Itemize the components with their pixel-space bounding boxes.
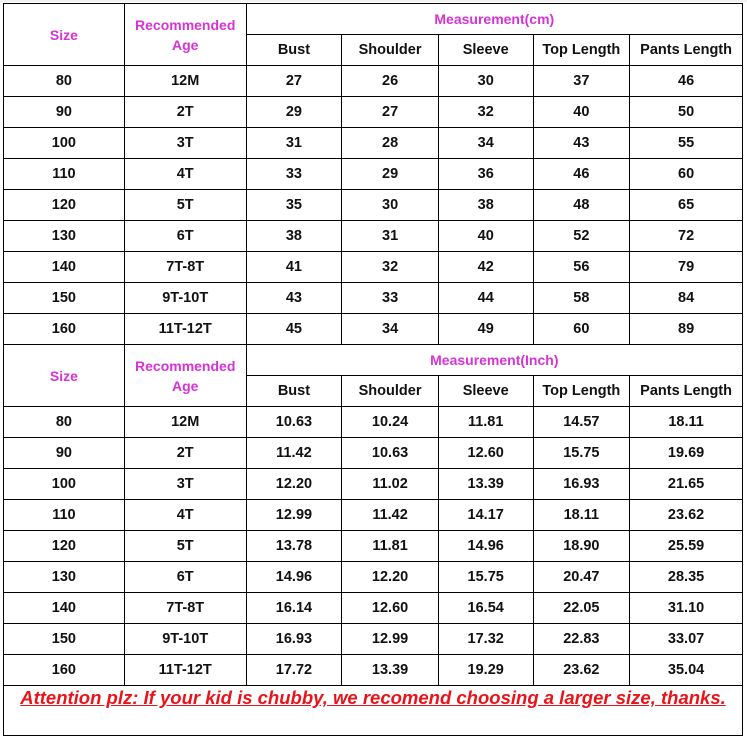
size-chart-table [3, 3, 743, 686]
measurement-cell: 12.20 [246, 469, 342, 500]
header-row [4, 4, 743, 35]
measurement-cell: 17.72 [246, 655, 342, 686]
measurement-cell: 43 [246, 283, 342, 314]
size-chart [3, 3, 743, 686]
table-row [4, 593, 743, 624]
measurement-cell: 60 [630, 159, 743, 190]
measurement-cell: 29 [246, 97, 342, 128]
age-cell: 3T [124, 469, 246, 500]
size-cell: 140 [4, 252, 125, 283]
age-cell: 7T-8T [124, 593, 246, 624]
table-row [4, 66, 743, 97]
measurement-cell: 10.24 [342, 407, 439, 438]
size-cell: 110 [4, 500, 125, 531]
measurement-cell: 17.32 [438, 624, 533, 655]
table-row [4, 500, 743, 531]
size-cell: 80 [4, 66, 125, 97]
measurement-cell: 11.02 [342, 469, 439, 500]
size-cell: 100 [4, 128, 125, 159]
measurement-cell: 16.14 [246, 593, 342, 624]
size-cell: 120 [4, 190, 125, 221]
measurement-cell: 14.96 [246, 562, 342, 593]
column-header: Pants Length [630, 35, 743, 66]
measurement-cell: 16.93 [246, 624, 342, 655]
header-row [4, 345, 743, 376]
measurement-cell: 11.42 [342, 500, 439, 531]
size-cell: 130 [4, 221, 125, 252]
size-cell: 160 [4, 314, 125, 345]
measurement-cell: 35 [246, 190, 342, 221]
age-cell: 6T [124, 221, 246, 252]
measurement-cell: 22.05 [533, 593, 630, 624]
measurement-cell: 16.54 [438, 593, 533, 624]
measurement-cell: 44 [438, 283, 533, 314]
measurement-cell: 11.42 [246, 438, 342, 469]
recommended-age-header: Recommended Age [124, 345, 246, 407]
measurement-cell: 52 [533, 221, 630, 252]
size-header: Size [4, 4, 125, 66]
measurement-cell: 31 [342, 221, 439, 252]
column-header: Sleeve [438, 35, 533, 66]
measurement-cell: 32 [438, 97, 533, 128]
measurement-cell: 27 [246, 66, 342, 97]
table-row [4, 624, 743, 655]
measurement-cell: 33 [246, 159, 342, 190]
table-row [4, 190, 743, 221]
measurement-cell: 27 [342, 97, 439, 128]
age-cell: 11T-12T [124, 314, 246, 345]
measurement-cell: 14.96 [438, 531, 533, 562]
size-cell: 140 [4, 593, 125, 624]
age-cell: 12M [124, 407, 246, 438]
measurement-cell: 13.39 [438, 469, 533, 500]
measurement-cell: 46 [533, 159, 630, 190]
measurement-cell: 19.69 [630, 438, 743, 469]
measurement-cell: 65 [630, 190, 743, 221]
table-row [4, 469, 743, 500]
measurement-cell: 55 [630, 128, 743, 159]
size-cell: 130 [4, 562, 125, 593]
size-chart-body [4, 4, 743, 686]
measurement-cell: 50 [630, 97, 743, 128]
measurement-cell: 41 [246, 252, 342, 283]
age-cell: 3T [124, 128, 246, 159]
table-row [4, 655, 743, 686]
measurement-cell: 46 [630, 66, 743, 97]
column-header: Bust [246, 376, 342, 407]
measurement-cell: 14.17 [438, 500, 533, 531]
measurement-cell: 45 [246, 314, 342, 345]
measurement-cell: 89 [630, 314, 743, 345]
measurement-cell: 11.81 [438, 407, 533, 438]
measurement-cell: 31 [246, 128, 342, 159]
measurement-cell: 84 [630, 283, 743, 314]
age-cell: 5T [124, 531, 246, 562]
measurement-cell: 10.63 [246, 407, 342, 438]
measurement-cell: 15.75 [438, 562, 533, 593]
column-header: Sleeve [438, 376, 533, 407]
age-cell: 4T [124, 159, 246, 190]
age-cell: 12M [124, 66, 246, 97]
measurement-cell: 19.29 [438, 655, 533, 686]
column-header: Bust [246, 35, 342, 66]
measurement-cell: 18.11 [533, 500, 630, 531]
table-row [4, 97, 743, 128]
measurement-cell: 49 [438, 314, 533, 345]
measurement-cell: 22.83 [533, 624, 630, 655]
size-header: Size [4, 345, 125, 407]
age-cell: 2T [124, 438, 246, 469]
measurement-cell: 13.78 [246, 531, 342, 562]
age-cell: 11T-12T [124, 655, 246, 686]
measurement-cell: 11.81 [342, 531, 439, 562]
measurement-cell: 36 [438, 159, 533, 190]
measurement-cell: 72 [630, 221, 743, 252]
column-header: Shoulder [342, 35, 439, 66]
measurement-cell: 37 [533, 66, 630, 97]
measurement-cell: 18.11 [630, 407, 743, 438]
size-cell: 80 [4, 407, 125, 438]
measurement-group-header: Measurement(cm) [246, 4, 742, 35]
age-cell: 5T [124, 190, 246, 221]
table-row [4, 314, 743, 345]
measurement-cell: 21.65 [630, 469, 743, 500]
measurement-cell: 12.99 [342, 624, 439, 655]
column-header: Pants Length [630, 376, 743, 407]
age-cell: 9T-10T [124, 283, 246, 314]
size-cell: 90 [4, 97, 125, 128]
size-cell: 150 [4, 283, 125, 314]
column-header: Top Length [533, 35, 630, 66]
measurement-cell: 32 [342, 252, 439, 283]
column-header: Top Length [533, 376, 630, 407]
measurement-cell: 48 [533, 190, 630, 221]
measurement-cell: 40 [533, 97, 630, 128]
measurement-cell: 16.93 [533, 469, 630, 500]
measurement-cell: 13.39 [342, 655, 439, 686]
measurement-cell: 12.99 [246, 500, 342, 531]
size-cell: 100 [4, 469, 125, 500]
table-row [4, 531, 743, 562]
measurement-cell: 23.62 [533, 655, 630, 686]
size-cell: 90 [4, 438, 125, 469]
measurement-cell: 10.63 [342, 438, 439, 469]
size-cell: 150 [4, 624, 125, 655]
measurement-cell: 30 [342, 190, 439, 221]
age-cell: 2T [124, 97, 246, 128]
attention-note: Attention plz: If your kid is chubby, we recomend choosing a larger size, thanks. [3, 684, 743, 736]
measurement-cell: 38 [438, 190, 533, 221]
size-cell: 160 [4, 655, 125, 686]
measurement-cell: 58 [533, 283, 630, 314]
age-cell: 7T-8T [124, 252, 246, 283]
top-rule [0, 0, 747, 2]
measurement-cell: 18.90 [533, 531, 630, 562]
measurement-cell: 12.60 [438, 438, 533, 469]
measurement-cell: 28.35 [630, 562, 743, 593]
size-cell: 120 [4, 531, 125, 562]
size-cell: 110 [4, 159, 125, 190]
measurement-cell: 79 [630, 252, 743, 283]
measurement-cell: 35.04 [630, 655, 743, 686]
measurement-cell: 33.07 [630, 624, 743, 655]
measurement-cell: 23.62 [630, 500, 743, 531]
table-row [4, 438, 743, 469]
measurement-cell: 38 [246, 221, 342, 252]
measurement-cell: 26 [342, 66, 439, 97]
age-cell: 9T-10T [124, 624, 246, 655]
measurement-cell: 12.20 [342, 562, 439, 593]
table-row [4, 283, 743, 314]
table-row [4, 562, 743, 593]
table-row [4, 159, 743, 190]
table-row [4, 128, 743, 159]
table-row [4, 252, 743, 283]
measurement-group-header: Measurement(Inch) [246, 345, 742, 376]
table-row [4, 221, 743, 252]
age-cell: 4T [124, 500, 246, 531]
measurement-cell: 20.47 [533, 562, 630, 593]
measurement-cell: 43 [533, 128, 630, 159]
measurement-cell: 60 [533, 314, 630, 345]
measurement-cell: 15.75 [533, 438, 630, 469]
measurement-cell: 33 [342, 283, 439, 314]
measurement-cell: 56 [533, 252, 630, 283]
measurement-cell: 29 [342, 159, 439, 190]
table-row [4, 407, 743, 438]
measurement-cell: 30 [438, 66, 533, 97]
measurement-cell: 28 [342, 128, 439, 159]
measurement-cell: 34 [342, 314, 439, 345]
measurement-cell: 14.57 [533, 407, 630, 438]
age-cell: 6T [124, 562, 246, 593]
measurement-cell: 12.60 [342, 593, 439, 624]
column-header: Shoulder [342, 376, 439, 407]
measurement-cell: 34 [438, 128, 533, 159]
measurement-cell: 42 [438, 252, 533, 283]
measurement-cell: 25.59 [630, 531, 743, 562]
measurement-cell: 40 [438, 221, 533, 252]
recommended-age-header: Recommended Age [124, 4, 246, 66]
measurement-cell: 31.10 [630, 593, 743, 624]
